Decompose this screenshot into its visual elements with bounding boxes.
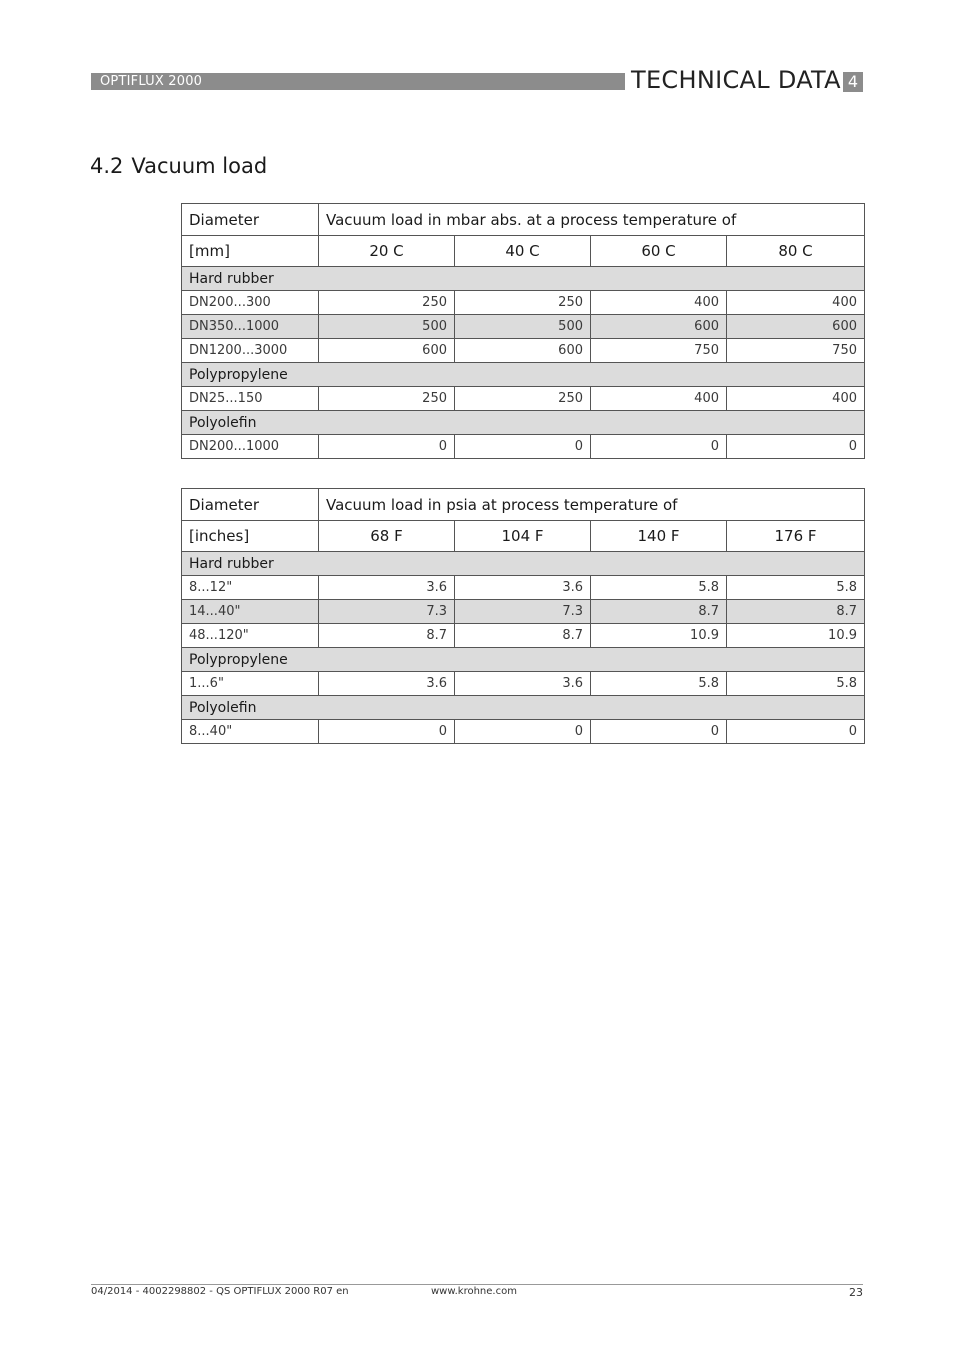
value-cell: 250 bbox=[455, 291, 591, 315]
footer-divider bbox=[91, 1284, 863, 1285]
temp-header: 40 C bbox=[455, 236, 591, 267]
value-cell: 8.7 bbox=[455, 624, 591, 648]
group-row bbox=[182, 363, 865, 387]
vacuum-load-table-imperial bbox=[181, 488, 865, 744]
footer-website-link[interactable]: www.krohne.com bbox=[431, 1286, 517, 1297]
diameter-header: Diameter bbox=[182, 489, 319, 521]
footer-doc-ref: 04/2014 - 4002298802 - QS OPTIFLUX 2000 R07 en bbox=[91, 1286, 349, 1297]
value-cell: 3.6 bbox=[319, 576, 455, 600]
value-cell: 0 bbox=[591, 435, 727, 459]
value-cell: 0 bbox=[319, 435, 455, 459]
value-cell: 250 bbox=[455, 387, 591, 411]
group-label: Hard rubber bbox=[182, 552, 865, 576]
unit-header: [inches] bbox=[182, 521, 319, 552]
temp-header: 104 F bbox=[455, 521, 591, 552]
value-cell: 0 bbox=[591, 720, 727, 744]
value-cell: 400 bbox=[727, 387, 865, 411]
group-label: Polypropylene bbox=[182, 363, 865, 387]
value-cell: 8.7 bbox=[319, 624, 455, 648]
group-row bbox=[182, 552, 865, 576]
size-cell: DN200...1000 bbox=[182, 435, 319, 459]
vacuum-load-table-metric bbox=[181, 203, 865, 459]
table-row bbox=[182, 435, 865, 459]
value-cell: 3.6 bbox=[319, 672, 455, 696]
size-cell: DN25...150 bbox=[182, 387, 319, 411]
group-row bbox=[182, 696, 865, 720]
diameter-header: Diameter bbox=[182, 204, 319, 236]
value-cell: 0 bbox=[455, 435, 591, 459]
table-header-row bbox=[182, 204, 865, 236]
group-label: Polyolefin bbox=[182, 411, 865, 435]
value-cell: 7.3 bbox=[455, 600, 591, 624]
value-cell: 8.7 bbox=[591, 600, 727, 624]
group-label: Polypropylene bbox=[182, 648, 865, 672]
value-cell: 5.8 bbox=[727, 672, 865, 696]
value-cell: 600 bbox=[319, 339, 455, 363]
value-cell: 5.8 bbox=[727, 576, 865, 600]
size-cell: 8...40" bbox=[182, 720, 319, 744]
value-cell: 0 bbox=[727, 720, 865, 744]
table-header-row bbox=[182, 489, 865, 521]
temp-header: 80 C bbox=[727, 236, 865, 267]
value-cell: 0 bbox=[727, 435, 865, 459]
size-cell: 14...40" bbox=[182, 600, 319, 624]
group-row bbox=[182, 648, 865, 672]
header-chapter-number: 4 bbox=[843, 72, 863, 92]
header-chapter-title: TECHNICAL DATA bbox=[631, 66, 841, 94]
table-row bbox=[182, 315, 865, 339]
vacuum-load-header: Vacuum load in mbar abs. at a process temperature of bbox=[319, 204, 865, 236]
section-title-text: Vacuum load bbox=[131, 154, 268, 178]
table-unit-row bbox=[182, 521, 865, 552]
value-cell: 8.7 bbox=[727, 600, 865, 624]
size-cell: 48...120" bbox=[182, 624, 319, 648]
value-cell: 600 bbox=[591, 315, 727, 339]
size-cell: DN1200...3000 bbox=[182, 339, 319, 363]
size-cell: 8...12" bbox=[182, 576, 319, 600]
table-row bbox=[182, 291, 865, 315]
temp-header: 140 F bbox=[591, 521, 727, 552]
group-row bbox=[182, 411, 865, 435]
table-row bbox=[182, 339, 865, 363]
group-label: Hard rubber bbox=[182, 267, 865, 291]
value-cell: 400 bbox=[727, 291, 865, 315]
header-product-name: OPTIFLUX 2000 bbox=[100, 74, 203, 89]
temp-header: 60 C bbox=[591, 236, 727, 267]
table-row bbox=[182, 720, 865, 744]
value-cell: 500 bbox=[319, 315, 455, 339]
value-cell: 600 bbox=[455, 339, 591, 363]
value-cell: 5.8 bbox=[591, 576, 727, 600]
value-cell: 3.6 bbox=[455, 576, 591, 600]
table-row bbox=[182, 624, 865, 648]
table-row bbox=[182, 672, 865, 696]
value-cell: 5.8 bbox=[591, 672, 727, 696]
unit-header: [mm] bbox=[182, 236, 319, 267]
value-cell: 0 bbox=[455, 720, 591, 744]
value-cell: 400 bbox=[591, 291, 727, 315]
vacuum-load-header: Vacuum load in psia at process temperature of bbox=[319, 489, 865, 521]
value-cell: 400 bbox=[591, 387, 727, 411]
page-number: 23 bbox=[849, 1286, 863, 1299]
group-label: Polyolefin bbox=[182, 696, 865, 720]
value-cell: 750 bbox=[591, 339, 727, 363]
temp-header: 20 C bbox=[319, 236, 455, 267]
group-row bbox=[182, 267, 865, 291]
value-cell: 250 bbox=[319, 291, 455, 315]
value-cell: 10.9 bbox=[591, 624, 727, 648]
section-number: 4.2 bbox=[90, 154, 124, 178]
value-cell: 7.3 bbox=[319, 600, 455, 624]
size-cell: DN350...1000 bbox=[182, 315, 319, 339]
value-cell: 500 bbox=[455, 315, 591, 339]
value-cell: 600 bbox=[727, 315, 865, 339]
table-row bbox=[182, 387, 865, 411]
size-cell: DN200...300 bbox=[182, 291, 319, 315]
value-cell: 250 bbox=[319, 387, 455, 411]
section-title bbox=[90, 152, 267, 180]
table-row bbox=[182, 576, 865, 600]
table-row bbox=[182, 600, 865, 624]
value-cell: 10.9 bbox=[727, 624, 865, 648]
size-cell: 1...6" bbox=[182, 672, 319, 696]
value-cell: 750 bbox=[727, 339, 865, 363]
table-unit-row bbox=[182, 236, 865, 267]
temp-header: 68 F bbox=[319, 521, 455, 552]
value-cell: 3.6 bbox=[455, 672, 591, 696]
temp-header: 176 F bbox=[727, 521, 865, 552]
value-cell: 0 bbox=[319, 720, 455, 744]
